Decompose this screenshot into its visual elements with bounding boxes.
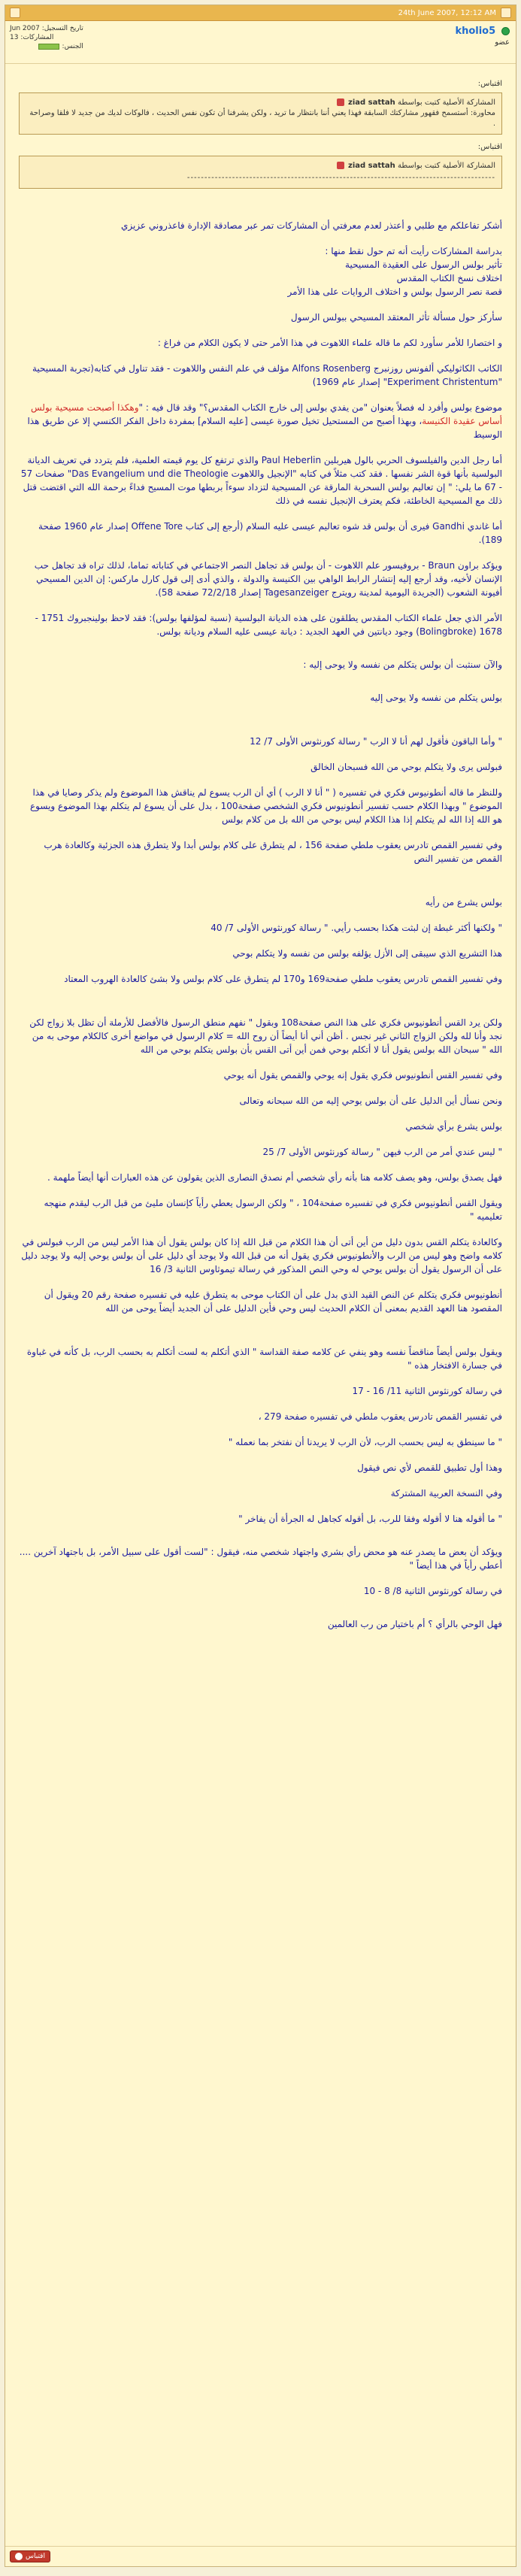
join-date: تاريخ التسجيل: Jun 2007 — [10, 25, 83, 32]
quote-author-2: ziad sattah — [348, 162, 395, 170]
user-stats — [10, 24, 83, 51]
paragraph-38: فهل الوحي بالرأي ؟ أم باختيار من رب العالمين — [327, 1619, 502, 1629]
quote-dash-line: ----------------------------------------------------------------------------------------- — [186, 174, 495, 182]
paragraph-14: وللنظر ما قاله أنطونيوس فكري في تفسيره ( " أنا لا الرب ) أي أن الرب يسوع لم يناقش هذا الموضوع ولم يذكر وصايا في هذا الموضوع " وبهذا الكلام حسب تفسير أنطونيوس فكري الشخصي صفحة100 ، بدل على أن يسوع لم يتكلم بهذا الموضوع ويسوع هو الله إذا الله لم يتكلم إذا هذا الكلام ليس بوحي من الله بل من كلام بولس — [29, 787, 502, 825]
highlighted-quote: وهكذا أصبحت مسيحية بولس أساس عقيدة الكنيسة — [30, 402, 502, 426]
paragraph-9: الأمر الذي جعل علماء الكتاب المقدس يطلقون على هذه الديانة البولسية (نسبة لمؤلفها بولس): فقد لاحظ بولينجبروك 1751 - 1678 (Bolingbroke) وجود ديانتين في العهد الجديد : ديانة عيسى عليه السلام وديانة بولس. — [35, 613, 502, 637]
paragraph-22: ونحن نسأل أين الدليل على أن بولس يوحي إليه من الله سبحانه وتعالى — [239, 1096, 502, 1106]
paragraph-13: فبولس يرى ولا يتكلم بوحي من الله فسبحان الخالق — [310, 762, 502, 772]
quote-label-2: اقتباس: — [477, 143, 502, 151]
paragraph-11: بولس يتكلم من نفسه ولا يوحى إليه — [370, 692, 502, 703]
paragraph-19: وفي تفسير القمص تادرس يعقوب ملطي صفحة169 و170 لم يتطرق على كلام بولس ولا بشئ كالعادة الهروب المعتاد — [64, 974, 502, 984]
view-post-icon[interactable] — [337, 162, 344, 169]
quote-head-prefix-2: المشاركة الأصلية كتبت بواسطة — [397, 162, 495, 170]
paragraph-10: والآن سنثبت أن بولس يتكلم من نفسه ولا يوحى إليه : — [303, 659, 502, 670]
paragraph-24: " ليس عندي أمر من الرب فيهن " رسالة كورنثوس الأولى 7/ 25 — [262, 1147, 502, 1157]
paragraph-17: " ولكنها أكثر غبطة إن لبثت هكذا بحسب رأيي. " رسالة كورنثوس الأولى 7/ 40 — [211, 923, 502, 933]
paragraph-12: " وأما الباقون فأقول لهم أنا لا الرب " رسالة كورنثوس الأولى 7/ 12 — [250, 736, 502, 747]
post-header-left — [10, 8, 20, 18]
paragraph-30: في رسالة كورنثوس الثانية 11/ 16 - 17 — [352, 1386, 502, 1396]
gender-row — [10, 42, 83, 51]
online-status-icon — [501, 27, 510, 35]
paragraph-37: في رسالة كورنثوس الثانية 8/ 8 - 10 — [363, 1586, 502, 1596]
paragraph-18: هذا التشريع الذي سيبقى إلى الأزل يؤلفه بولس من نفسه ولا يتكلم بوحي — [232, 948, 502, 959]
paragraph-25: فهل يصدق بولس، وهو يصف كلامه هنا بأنه رأي شخصي أم نصدق النصارى الذين يقولون عن هذه العبارات أنها أيضاً ملهمة . — [47, 1172, 502, 1183]
forum-post — [5, 5, 516, 2567]
paragraph-31: في تفسير القمص تادرس يعقوب ملطي في تفسيره صفحة 279 ، — [258, 1411, 502, 1422]
view-post-icon[interactable] — [337, 98, 344, 106]
paragraph-36: ويؤكد أن بعض ما يصدر عنه هو محض رأي بشري واجتهاد شخصي منه، فيقول : "لست أقول على سبيل الأمر، بل باجتهاد آخرين .... أعطي رأياً في هذا أيضاً " — [19, 1547, 502, 1571]
post-date: 24th June 2007, 12:12 AM — [398, 8, 496, 17]
paragraph-34: وفي النسخة العربية المشتركة — [390, 1488, 502, 1499]
paragraph-6: أما رجل الدين والفيلسوف الحربي بالول هيربلين Paul Heberlin والذي ترتفع كل يوم قيمته العلمية، فلم يتردد في تعريف الديانة البولسية بأنها قوة الشر نفسها . فقد كتب مثلاً في كتابه "الإنجيل واللاهوت Das Evangelium und die Theologie" صفحات 57 - 67 ما يلي: " إن تعاليم بولس السحرية المارقة عن المسيحية لتزداد سوءاً بربطها موت المسيح فداءً برحمة الله التي اقتضت قتل ذلك مع المسيحية الخاطئة، فكم يعترف الإنجيل نفسه في ذلك — [20, 455, 502, 506]
post-status-icon — [501, 8, 511, 18]
user-info-bar — [5, 21, 516, 64]
user-role: عضو — [495, 38, 510, 47]
post-content — [5, 64, 516, 1650]
paragraph-23: بولس يشرع برأي شخصي — [405, 1121, 502, 1132]
paragraph-29: ويقول بولس أيضاً مناقضاً نفسه وهو ينفي عن كلامه صفة القداسة " الذي أتكلم به لست أتكلم به بحسب الرب، بل كأنه في غباوة في جسارة الافتخار هذه " — [26, 1347, 502, 1371]
paragraph-32: " ما سينطق به ليس بحسب الرب، لأن الرب لا يريدنا أن نفتخر بما نعمله " — [228, 1437, 502, 1447]
quote-label-1: اقتباس: — [477, 80, 502, 88]
quote-body-1: محاورة: أستسمح فقهور مشاركتك السابقة فهذا يعني أننا بانتظار ما تريد ، ولكن يشرفنا أن تكون نفس الحديث ، فالوكات لديك من جديد لا فلقا وصراحة . — [29, 109, 495, 128]
quote-head-prefix-1: المشاركة الأصلية كتبت بواسطة — [397, 98, 495, 107]
post-header — [5, 5, 516, 21]
paragraph-8: ويؤكد براون Braun - بروفيسور علم اللاهوت - أن بولس قد تجاهل النصر الاجتماعي في كتاباته تماما، لذلك تراه قد تجاهل حب الإنسان لأخيه، وقد أرجع إليه إنتشار الرابط الواهي بين الكنيسة والدولة ، والذي أدى إلى قول كارل ماركس: إن الدين المسيحي أفيونة الشعوب (الجريدة اليومية لمدينة رويترج Tagesanzeiger إصدار 72/2/18 صفحة 58). — [34, 560, 502, 598]
quote-box-2 — [19, 156, 502, 189]
quote-box-1 — [19, 92, 502, 135]
paragraph-28: أنطونيوس فكري يتكلم عن النص القيد الذي بدل على أن الكتاب موحى به يتطرق عليه في تفسيره صفحة رقم 20 ويقول أن المقصود هنا العهد القديم بمعنى أن الكلام الحديث ليس وحي فأين الدليل على أن الجديد أيضاً يوحى من الله — [44, 1290, 502, 1314]
user-identity — [455, 26, 510, 47]
paragraph-16: بولس يشرع من رأيه — [425, 897, 502, 908]
paragraph-26: ويقول القس أنطونيوس فكري في تفسيره صفحة104 ، " ولكن الرسول يعطي رأياً كإنسان مليئ من قبل الرب ليقدم منهجه تعليميه " — [44, 1198, 502, 1222]
quote-button-label: اقتباس — [26, 2553, 45, 2560]
paragraph-3: و اختصارا للأمر سأورد لكم ما قاله علماء اللاهوت في هذا الأمر حتى لا يكون الكلام من فراغ : — [157, 338, 502, 348]
reputation-bar — [38, 44, 59, 50]
paragraph-15: وفي تفسير القمص تادرس يعقوب ملطي صفحة 156 ، لم يتطرق على كلام بولس أبدا ولا يتطرق هذه الجزئية وكالعادة هرب القمص من تفسير النص — [44, 840, 502, 864]
gender-label: الجنس: — [62, 43, 83, 50]
post-icon — [10, 8, 20, 18]
paragraph-20: ولكن يرد القس أنطونيوس فكري على هذا النص صفحة108 وبقول " نفهم منطق الرسول فالأفضل للأرملة أن تظل بلا زواج لكن نجد وأنا لله ولكن الزواج الثاني غير نجس . أظن أني أنا أيضاً أن روح الله = كلام الرسول في مواضع أخرى كالكلام موحى به من الله " سبحان الله بولس يقول أنا لا أتكلم بوحي فمن أين أتى القس بأن بولس يتكلم بوحي من الله — [29, 1017, 502, 1055]
paragraph-33: وهذا أول تطبيق للقمص لأي نص فيقول — [357, 1462, 502, 1473]
username-link[interactable]: kholio5 — [455, 26, 496, 37]
post-header-right — [398, 8, 511, 18]
paragraph-4: الكاتب الكاثوليكي ألفونس روزنبرج Alfons Rosenberg مؤلف في علم النفس واللاهوت - فقد تناول في كتابه(تجربة المسيحية "Experiment Christentum" إصدار عام 1969) — [32, 363, 502, 387]
quote-icon — [15, 2553, 23, 2560]
post-footer — [5, 2546, 516, 2566]
paragraph-27: وكالعادة يتكلم القس بدون دليل من أين أتى أن هذا الكلام من قبل الله إذا كان بولس يقول أن هذا الأمر ليس من الرب فبولس في كلامه واضح وهو ليس من الرب والأنطونيوس فكري يقول أنه من قبل الله ولا يوجد أي دليل على أن بولس يوحي إليه ولا يوجد دليل على أن الرسول يقول أن بولس يوحي له وحي النص المذكور في رسالة تيموثاوس الثانية 3/ 16 — [21, 1237, 502, 1274]
paragraph-0: أشكر تفاعلكم مع طلبي و أعتذر لعدم معرفتي أن المشاركات تمر عبر مصادقة الإدارة فاعذروني عزيزي — [120, 220, 502, 231]
quote-button[interactable] — [10, 2550, 50, 2562]
paragraph-35: " ما أقوله هنا لا أقوله وفقا للرب، بل أقوله كجاهل له الجرأة أن يفاخر " — [238, 1514, 502, 1524]
paragraph-5: موضوع بولس وأفرد له فصلاً بعنوان "من يفدي بولس إلى خارج الكتاب المقدس؟" وقد قال فيه : "وهكذا أصبحت مسيحية بولس أساس عقيدة الكنيسة، وبهذا أصبح من المستحيل تخيل صورة عيسى [عليه السلام] بمفردة داخل الفكر الكنسي إلا عن طريق هذا الوسيط — [27, 402, 502, 440]
paragraph-1: بدراسة المشاركات رأيت أنه تم حول نقط منها : تأثير بولس الرسول على العقيدة المسيحية اختلاف نسخ الكتاب المقدس قصة نصر الرسول بولس و اختلاف الروايات على هذا الأمر — [287, 246, 502, 297]
quote-head-2 — [26, 161, 495, 171]
quote-head-1 — [26, 98, 495, 108]
paragraph-2: سأركز حول مسألة تأثر المعتقد المسيحي ببولس الرسول — [290, 312, 502, 323]
paragraph-7: أما غاندي Gandhi فيرى أن بولس قد شوه تعاليم عيسى عليه السلام (أرجع إلى كتاب Offene Tore إصدار عام 1960 صفحة 189). — [38, 521, 502, 545]
quote-author-1: ziad sattah — [348, 98, 395, 107]
paragraph-21: وفي تفسير القس أنطونيوس فكري يقول إنه يوحي والقمص يقول أنه يوحي — [223, 1070, 502, 1080]
post-count: المشاركات: 13 — [10, 34, 54, 41]
